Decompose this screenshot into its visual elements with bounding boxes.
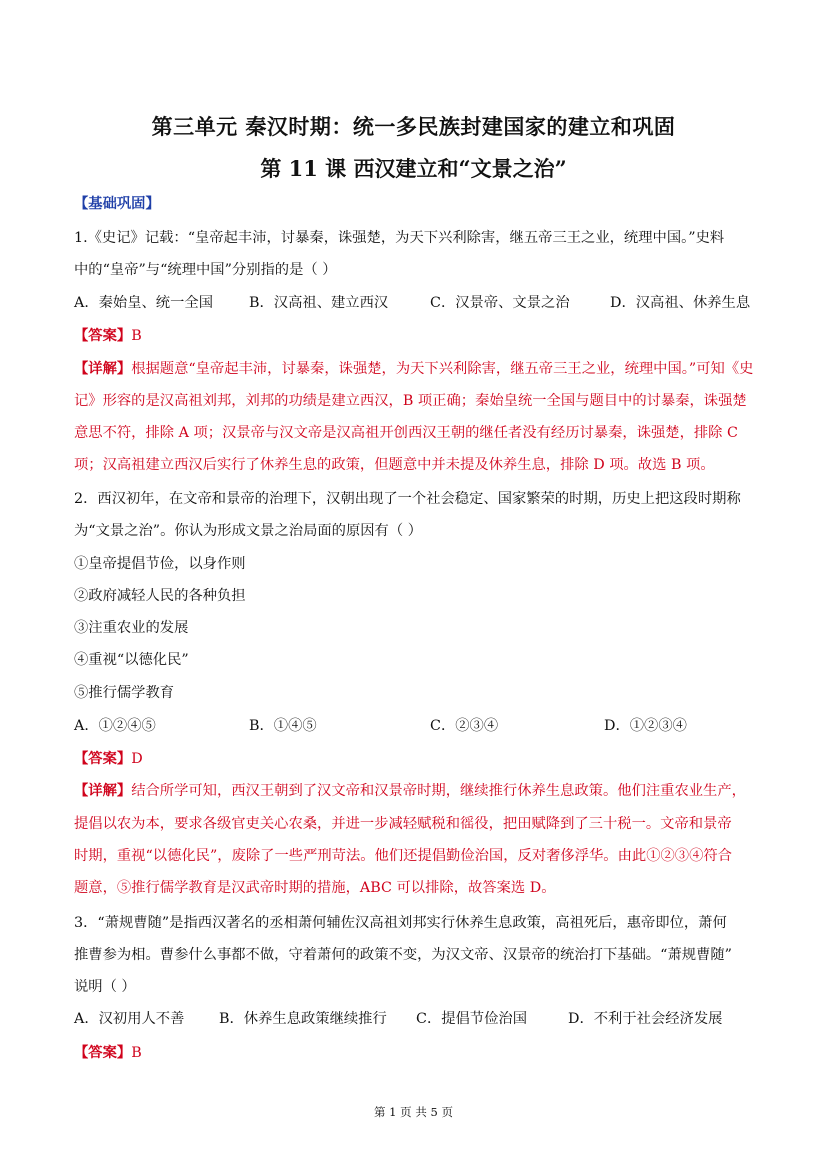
q1-answer xyxy=(74,325,764,345)
section-label: 【基础巩固】 xyxy=(74,196,160,212)
q1-option-d: D．汉高祖、休养生息 xyxy=(610,295,751,311)
q1-stem-line2: 中的“皇帝”与“统理中国”分别指的是（ ） xyxy=(74,262,337,278)
q2-option-a: A．①②④⑤ xyxy=(74,718,156,734)
answer-value: D xyxy=(131,751,143,767)
q2-answer xyxy=(74,748,764,768)
unit-title: 第三单元 秦汉时期：统一多民族封建国家的建立和巩固 xyxy=(151,114,676,139)
q2-detail-line2: 提倡以农为本，要求各级官吏关心农桑，并进一步减轻赋税和徭役，把田赋降到了三十税一。文帝和景帝 xyxy=(74,816,732,832)
q1-option-b: B．汉高祖、建立西汉 xyxy=(249,295,389,311)
q3-option-a: A．汉初用人不善 xyxy=(74,1011,185,1027)
detail-label: 【详解】 xyxy=(74,361,132,377)
q3-option-c: C．提倡节俭治国 xyxy=(416,1011,528,1027)
lesson-title: 第 11 课 西汉建立和“文景之治” xyxy=(260,156,567,181)
q2-item-4: ④重视“以德化民” xyxy=(74,652,189,668)
q3-stem-line1: 3．“萧规曹随”是指西汉著名的丞相萧何辅佐汉高祖刘邦实行休养生息政策，高祖死后，惠帝即位，萧何 xyxy=(74,915,727,931)
q2-option-d: D．①②③④ xyxy=(604,718,687,734)
q2-stem-line2: 为“文景之治”。你认为形成文景之治局面的原因有（ ） xyxy=(74,523,422,539)
detail-label: 【详解】 xyxy=(74,783,132,799)
q3-option-d: D．不利于社会经济发展 xyxy=(568,1011,723,1027)
answer-label: 【答案】 xyxy=(74,751,132,767)
q1-stem-line1: 1.《史记》记载：“皇帝起丰沛，讨暴秦，诛强楚，为天下兴利除害，继五帝三王之业，统理中国。”史料 xyxy=(74,230,725,246)
q2-item-2: ②政府减轻人民的各种负担 xyxy=(74,588,246,604)
q1-option-a: A．秦始皇、统一全国 xyxy=(74,295,213,311)
q2-item-3: ③注重农业的发展 xyxy=(74,620,189,636)
q2-detail-line4: 题意，⑤推行儒学教育是汉武帝时期的措施，ABC 可以排除，故答案选 D。 xyxy=(74,880,556,896)
answer-value: B xyxy=(131,1045,142,1061)
q2-stem-line1: 2．西汉初年，在文帝和景帝的治理下，汉朝出现了一个社会稳定、国家繁荣的时期，历史上把这段时期称 xyxy=(74,491,741,507)
q2-item-1: ①皇帝提倡节俭，以身作则 xyxy=(74,556,246,572)
q1-detail-line2: 记》形容的是汉高祖刘邦，刘邦的功绩是建立西汉，B 项正确；秦始皇统一全国与题目中的讨暴秦，诛强楚 xyxy=(74,393,747,409)
q2-option-c: C．②③④ xyxy=(430,718,499,734)
q1-detail-line4: 项；汉高祖建立西汉后实行了休养生息的政策，但题意中并未提及休养生息，排除 D 项。故选 B 项。 xyxy=(74,457,715,473)
page-footer: 第 1 页 共 5 页 xyxy=(374,1105,453,1119)
answer-label: 【答案】 xyxy=(74,328,132,344)
q2-item-5: ⑤推行儒学教育 xyxy=(74,685,175,701)
q1-detail-line1: 【详解】根据题意“皇帝起丰沛，讨暴秦，诛强楚，为天下兴利除害，继五帝三王之业，统理中国。”可知《史 xyxy=(74,361,754,377)
q1-detail-line3: 意思不符，排除 A 项；汉景帝与汉文帝是汉高祖开创西汉王朝的继任者没有经历讨暴秦，诛强楚，排除 C xyxy=(74,425,738,441)
q3-stem-line3: 说明（ ） xyxy=(74,979,136,995)
answer-value: B xyxy=(131,328,142,344)
q3-answer xyxy=(74,1042,764,1062)
q3-stem-line2: 推曹参为相。曹参什么事都不做，守着萧何的政策不变，为汉文帝、汉景帝的统治打下基础。“萧规曹随” xyxy=(74,947,732,963)
q2-detail-line1: 【详解】结合所学可知，西汉王朝到了汉文帝和汉景帝时期，继续推行休养生息政策。他们注重农业生产， xyxy=(74,783,746,799)
q1-option-c: C．汉景帝、文景之治 xyxy=(430,295,570,311)
answer-label: 【答案】 xyxy=(74,1045,132,1061)
q2-detail-line3: 时期，重视“以德化民”，废除了一些严刑苛法。他们还提倡勤俭治国，反对奢侈浮华。由此①②③④符合 xyxy=(74,848,732,864)
q3-option-b: B．休养生息政策继续推行 xyxy=(219,1011,387,1027)
q2-option-b: B．①④⑤ xyxy=(249,718,317,734)
